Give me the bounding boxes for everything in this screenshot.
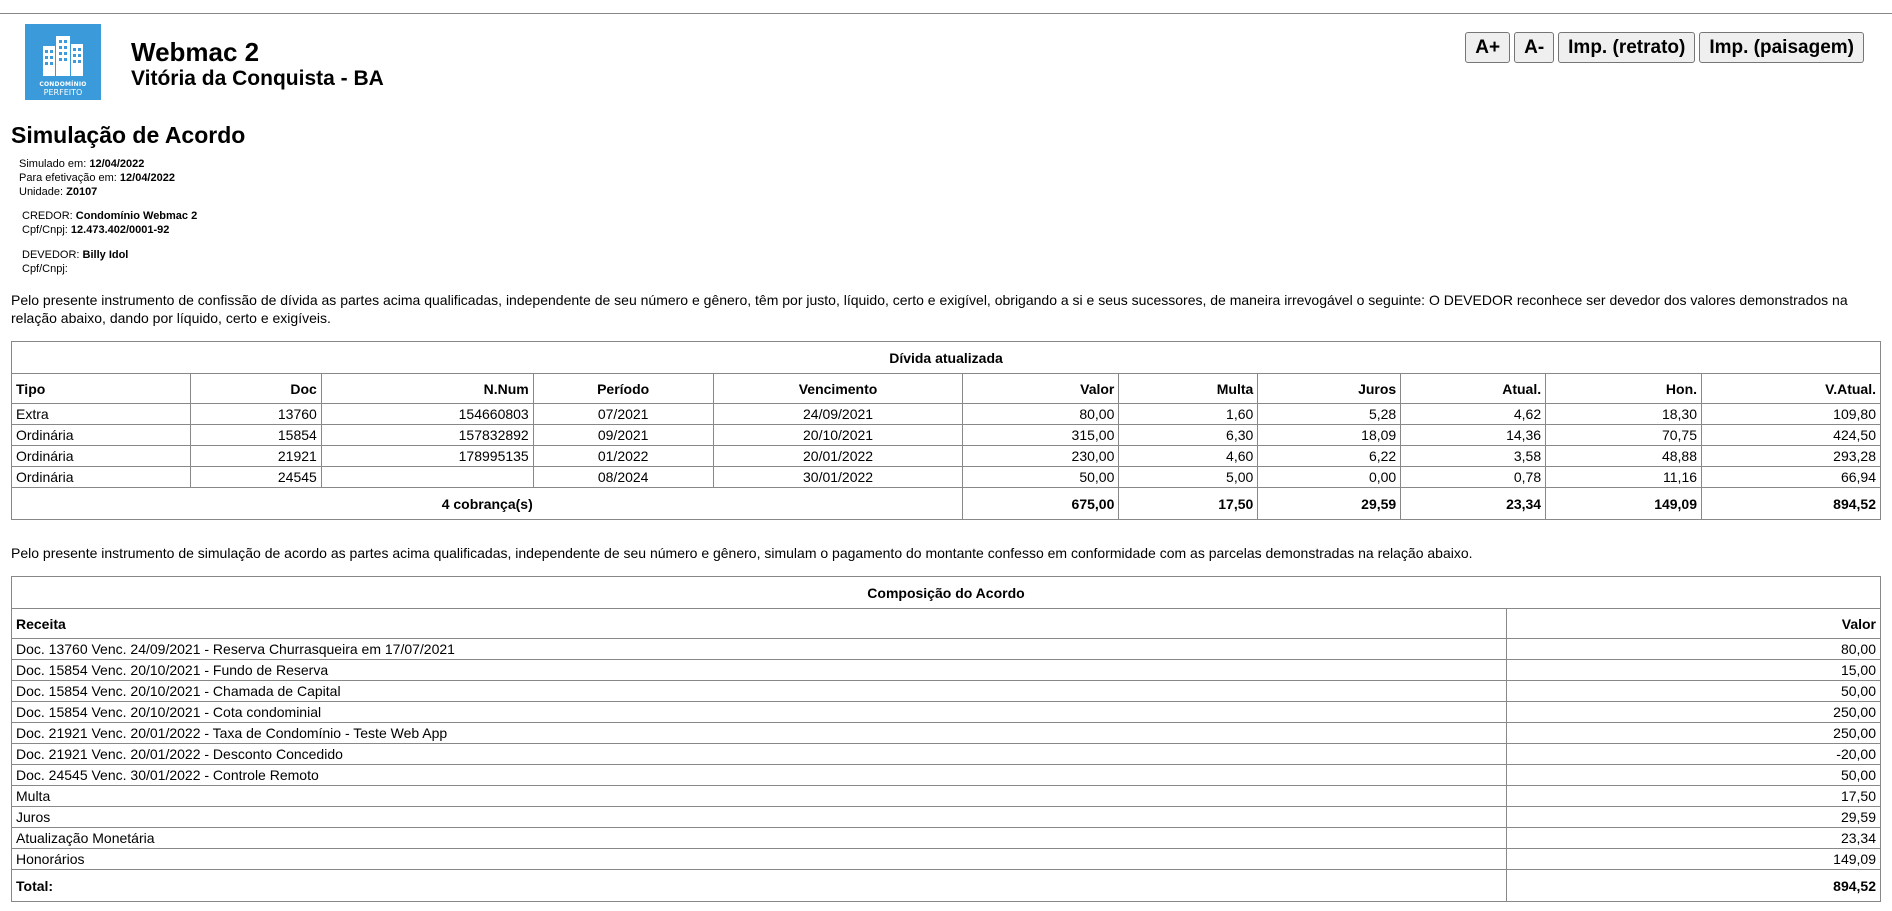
agreement-header-row: [12, 609, 1881, 639]
agreement-total-row: [12, 870, 1881, 902]
table-row: [12, 849, 1881, 870]
condominio-perfeito-logo: [25, 24, 101, 100]
cell: 70,75: [1546, 425, 1702, 446]
cell: 293,28: [1702, 446, 1881, 467]
cell: 01/2022: [533, 446, 713, 467]
simulation-info: [19, 157, 175, 199]
cell: 149,09: [1507, 849, 1881, 870]
unit-label: Unidade:: [19, 186, 64, 198]
cell: 424,50: [1702, 425, 1881, 446]
total-vatual: 894,52: [1702, 488, 1881, 520]
table-row: [12, 702, 1881, 723]
cell: 48,88: [1546, 446, 1702, 467]
debt-table: [11, 341, 1881, 520]
cell: 20/10/2021: [713, 425, 963, 446]
location-subtitle: Vitória da Conquista - BA: [131, 67, 384, 90]
total-atual: 23,34: [1401, 488, 1546, 520]
debtor-value: Billy Idol: [82, 249, 129, 261]
cell: 157832892: [321, 425, 533, 446]
col-hon: Hon.: [1546, 374, 1702, 404]
cell: 250,00: [1507, 723, 1881, 744]
debt-total-row: [12, 488, 1881, 520]
cell: Doc. 24545 Venc. 30/01/2022 - Controle Remoto: [12, 765, 1507, 786]
cell: 4,60: [1119, 446, 1258, 467]
cell: Multa: [12, 786, 1507, 807]
cell: 0,78: [1401, 467, 1546, 488]
col-juros: Juros: [1258, 374, 1401, 404]
cell: Doc. 15854 Venc. 20/10/2021 - Fundo de Reserva: [12, 660, 1507, 681]
creditor-doc-label: Cpf/Cnpj:: [22, 224, 68, 236]
cell: 23,34: [1507, 828, 1881, 849]
creditor-doc-value: 12.473.402/0001-92: [70, 224, 170, 236]
total-hon: 149,09: [1546, 488, 1702, 520]
cell: 20/01/2022: [713, 446, 963, 467]
creditor-label: CREDOR:: [22, 210, 73, 222]
cell: 13760: [190, 404, 321, 425]
cell: 15854: [190, 425, 321, 446]
table-row: [12, 786, 1881, 807]
print-landscape-button[interactable]: Imp. (paisagem): [1699, 32, 1864, 63]
col-atual: Atual.: [1401, 374, 1546, 404]
cell: Doc. 13760 Venc. 24/09/2021 - Reserva Churrasqueira em 17/07/2021: [12, 639, 1507, 660]
total-valor: 675,00: [963, 488, 1119, 520]
total-juros: 29,59: [1258, 488, 1401, 520]
creditor-info: [22, 209, 197, 237]
cell: 09/2021: [533, 425, 713, 446]
cell: 230,00: [963, 446, 1119, 467]
debtor-doc-label: Cpf/Cnpj:: [22, 263, 68, 275]
debtor-info: [22, 248, 128, 276]
logo-text-line2: PERFEITO: [43, 88, 83, 97]
creditor-value: Condomínio Webmac 2: [75, 210, 198, 222]
cell: 6,22: [1258, 446, 1401, 467]
col-tipo: Tipo: [12, 374, 191, 404]
cell: Honorários: [12, 849, 1507, 870]
cell: 250,00: [1507, 702, 1881, 723]
logo-text-line1: CONDOMÍNIO: [39, 81, 87, 88]
cell: Doc. 21921 Venc. 20/01/2022 - Desconto Concedido: [12, 744, 1507, 765]
cell: 18,09: [1258, 425, 1401, 446]
cell: 3,58: [1401, 446, 1546, 467]
total-multa: 17,50: [1119, 488, 1258, 520]
cell: 315,00: [963, 425, 1119, 446]
top-divider: [0, 13, 1892, 14]
table-row: [12, 639, 1881, 660]
cell: 30/01/2022: [713, 467, 963, 488]
cell: 6,30: [1119, 425, 1258, 446]
cell: 80,00: [1507, 639, 1881, 660]
table-row: [12, 723, 1881, 744]
col-doc: Doc: [190, 374, 321, 404]
cell: 50,00: [1507, 681, 1881, 702]
cell: 14,36: [1401, 425, 1546, 446]
font-increase-button[interactable]: A+: [1465, 32, 1510, 63]
col-valor: Valor: [963, 374, 1119, 404]
print-portrait-button[interactable]: Imp. (retrato): [1558, 32, 1695, 63]
cell: Doc. 15854 Venc. 20/10/2021 - Chamada de Capital: [12, 681, 1507, 702]
table-row: [12, 404, 1881, 425]
simulated-value: 12/04/2022: [89, 158, 145, 170]
col-valor: Valor: [1507, 609, 1881, 639]
col-receita: Receita: [12, 609, 1507, 639]
cell: 24/09/2021: [713, 404, 963, 425]
cell: Extra: [12, 404, 191, 425]
cell: 24545: [190, 467, 321, 488]
cell: [321, 467, 533, 488]
effective-value: 12/04/2022: [119, 172, 175, 184]
cell: Atualização Monetária: [12, 828, 1507, 849]
agreement-table: [11, 576, 1881, 902]
cell: Doc. 21921 Venc. 20/01/2022 - Taxa de Condomínio - Teste Web App: [12, 723, 1507, 744]
cell: 17,50: [1507, 786, 1881, 807]
debt-caption: Dívida atualizada: [12, 342, 1881, 374]
agreement-caption: Composição do Acordo: [12, 577, 1881, 609]
cell: Juros: [12, 807, 1507, 828]
simulation-paragraph: Pelo presente instrumento de simulação de acordo as partes acima qualificadas, independente de seu número e gênero, simulam o pagamento do montante confesso em conformidade com as parcelas demonstradas na relação abaixo.: [11, 545, 1473, 561]
debt-total-label: 4 cobrança(s): [12, 488, 963, 520]
cell: 80,00: [963, 404, 1119, 425]
col-vencimento: Vencimento: [713, 374, 963, 404]
simulated-label: Simulado em:: [19, 158, 87, 170]
table-row: [12, 467, 1881, 488]
debt-header-row: [12, 374, 1881, 404]
cell: 11,16: [1546, 467, 1702, 488]
cell: 66,94: [1702, 467, 1881, 488]
table-row: [12, 681, 1881, 702]
table-row: [12, 828, 1881, 849]
agreement-total-label: Total:: [12, 870, 1507, 902]
toolbar: [1465, 32, 1864, 63]
agreement-total-value: 894,52: [1507, 870, 1881, 902]
cell: 29,59: [1507, 807, 1881, 828]
col-nnum: N.Num: [321, 374, 533, 404]
col-periodo: Período: [533, 374, 713, 404]
cell: 5,28: [1258, 404, 1401, 425]
cell: Ordinária: [12, 446, 191, 467]
cell: Doc. 15854 Venc. 20/10/2021 - Cota condominial: [12, 702, 1507, 723]
debtor-label: DEVEDOR:: [22, 249, 80, 261]
cell: 5,00: [1119, 467, 1258, 488]
cell: -20,00: [1507, 744, 1881, 765]
cell: 07/2021: [533, 404, 713, 425]
table-row: [12, 765, 1881, 786]
table-row: [12, 660, 1881, 681]
cell: 50,00: [963, 467, 1119, 488]
cell: 15,00: [1507, 660, 1881, 681]
cell: 4,62: [1401, 404, 1546, 425]
cell: 08/2024: [533, 467, 713, 488]
cell: 21921: [190, 446, 321, 467]
confession-paragraph: Pelo presente instrumento de confissão de dívida as partes acima qualificadas, independente de seu número e gênero, têm por justo, líquido, certo e exigível, obrigando a si e seus sucessores, de maneira irrevogável o seguinte: O DEVEDOR reconhece ser devedor dos valores demonstrados na relação abaixo, dando por líquido, certo e exigíveis.: [11, 292, 1848, 326]
table-row: [12, 744, 1881, 765]
cell: 109,80: [1702, 404, 1881, 425]
table-row: [12, 807, 1881, 828]
table-row: [12, 425, 1881, 446]
col-multa: Multa: [1119, 374, 1258, 404]
cell: 50,00: [1507, 765, 1881, 786]
cell: 1,60: [1119, 404, 1258, 425]
cell: Ordinária: [12, 425, 191, 446]
cell: 154660803: [321, 404, 533, 425]
effective-label: Para efetivação em:: [19, 172, 117, 184]
font-decrease-button[interactable]: A-: [1514, 32, 1554, 63]
cell: 0,00: [1258, 467, 1401, 488]
page-title: Simulação de Acordo: [11, 122, 246, 148]
app-title: Webmac 2: [131, 37, 260, 67]
col-vatual: V.Atual.: [1702, 374, 1881, 404]
cell: 178995135: [321, 446, 533, 467]
cell: 18,30: [1546, 404, 1702, 425]
cell: Ordinária: [12, 467, 191, 488]
unit-value: Z0107: [66, 186, 98, 198]
table-row: [12, 446, 1881, 467]
